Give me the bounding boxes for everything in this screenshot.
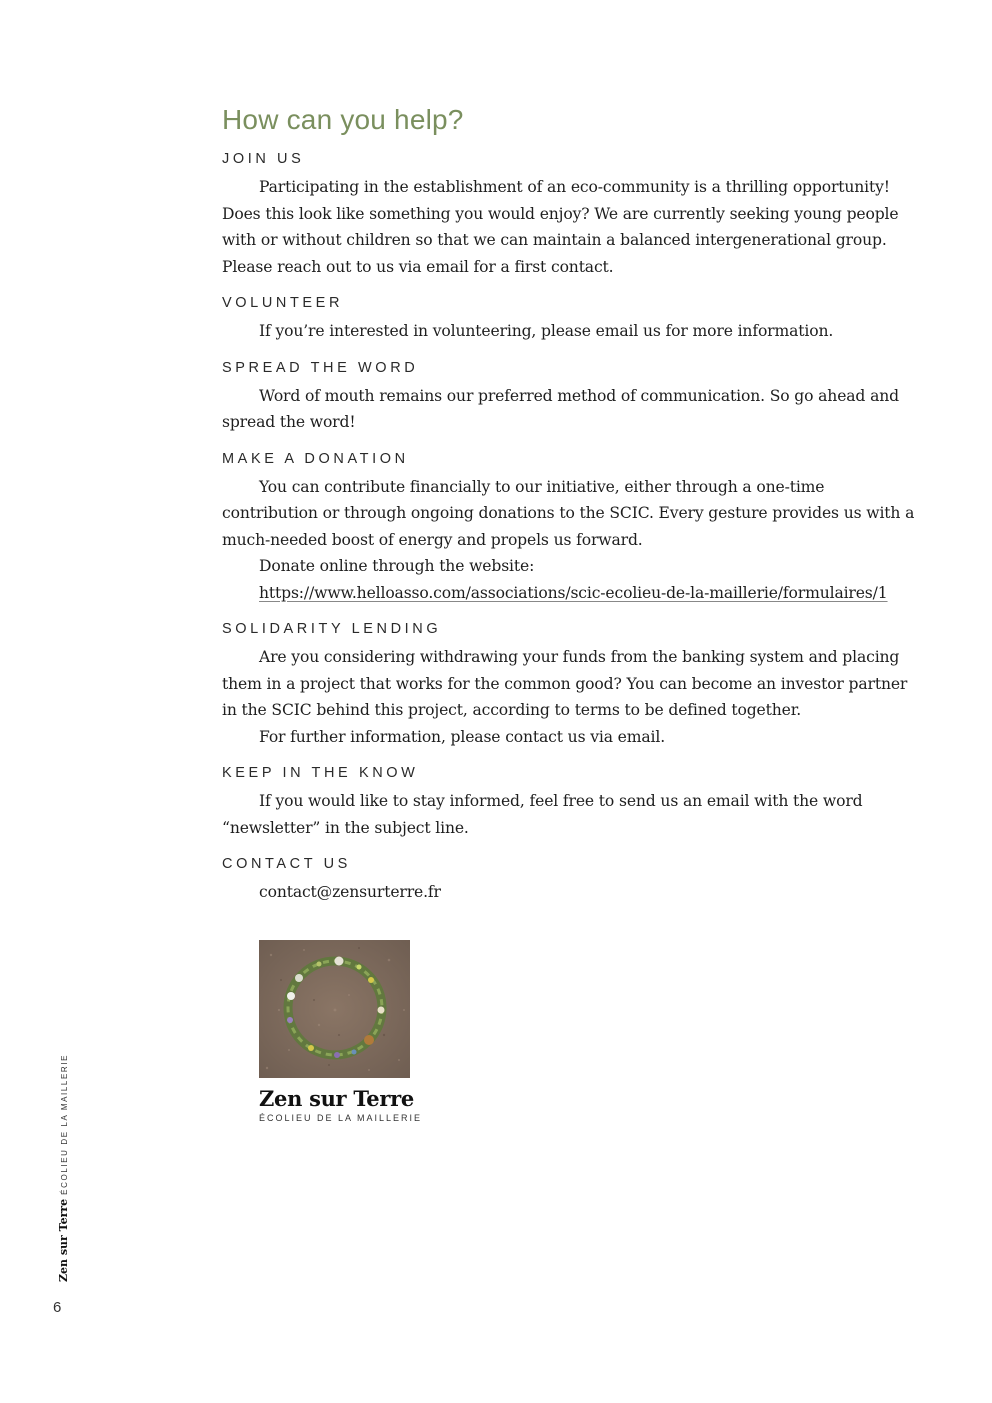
paragraph: If you’re interested in volunteering, please email us for more information. [259,322,834,340]
side-label [52,1054,71,1282]
logo-block [259,940,429,1123]
paragraph: You can contribute financially to our initiative, either through a one-time contribution or through ongoing donations to the SCIC. Every gesture provides us with a much-needed boost of energy and propels us forward. [222,477,915,549]
section-heading: MAKE A DONATION [222,450,409,467]
section-heading: SOLIDARITY LENDING [222,621,442,637]
page-title: How can you help? [222,104,464,135]
paragraph: Donate online through the website: [259,557,535,575]
section-heading: CONTACT US [222,856,351,872]
section-keep-in-the-know [222,764,922,841]
paragraph: For further information, please contact us via email. [259,727,666,746]
section-heading: KEEP IN THE KNOW [222,765,419,781]
logo-subtitle: ÉCOLIEU DE LA MAILLERIE [259,1113,423,1123]
section-contact-us [222,855,922,906]
side-label-subtitle: ÉCOLIEU DE LA MAILLERIE [60,1053,69,1195]
logo-name: Zen sur Terre [259,1086,414,1111]
main-content [222,100,922,906]
section-heading: VOLUNTEER [222,295,344,311]
section-make-a-donation [222,450,922,607]
paragraph: Word of mouth remains our preferred method of communication. So go ahead and spread the word! [222,386,899,431]
donation-link-line [222,580,922,607]
section-solidarity-lending [222,620,922,750]
section-heading: SPREAD THE WORD [222,359,419,376]
wreath-photo [259,940,410,1078]
side-label-brand: Zen sur Terre [57,1198,70,1282]
section-heading: JOIN US [222,151,305,167]
page-number: 6 [53,1299,62,1316]
donation-link[interactable]: https://www.helloasso.com/associations/scic-ecolieu-de-la-maillerie/formulaires/1 [259,583,888,602]
paragraph: Participating in the establishment of an eco-community is a thrilling opportunity! Does this look like something you would enjoy? We are currently seeking young people with or without children so that we can maintain a balanced intergenerational group. Please reach out to us via email for a first contact. [222,178,899,276]
section-join-us [222,150,922,280]
paragraph: Are you considering withdrawing your funds from the banking system and placing them in a project that works for the common good? You can become an investor partner in the SCIC behind this project, according to terms to be defined together. [222,648,908,719]
contact-email[interactable]: contact@zensurterre.fr [259,883,441,901]
section-spread-the-word [222,359,922,436]
section-volunteer [222,294,922,345]
paragraph: If you would like to stay informed, feel free to send us an email with the word “newsletter” in the subject line. [222,792,863,837]
